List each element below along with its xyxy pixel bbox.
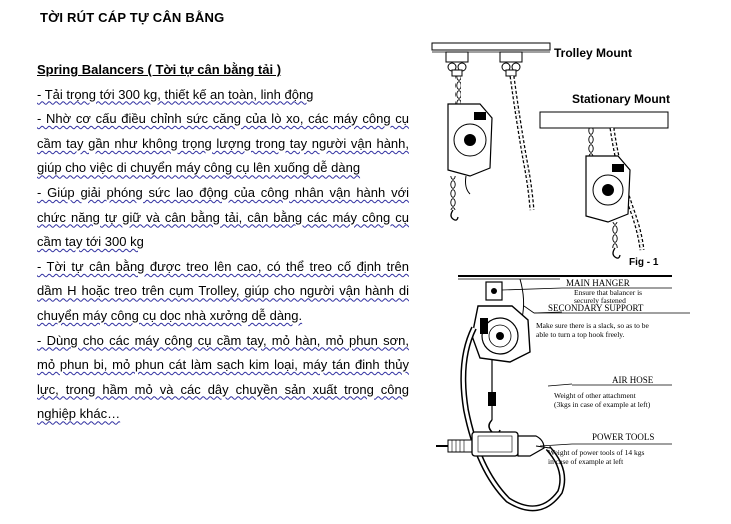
hook-icon	[613, 248, 620, 258]
callout-power-tools	[548, 432, 672, 466]
callout-note: in case of example at left	[548, 457, 624, 466]
stationary-beam	[540, 112, 668, 128]
figure-2	[436, 276, 690, 508]
callout-secondary-support	[534, 303, 690, 339]
callout-title: SECONDARY SUPPORT	[548, 303, 644, 313]
balancer-drum	[472, 306, 530, 362]
trolley-left	[446, 52, 468, 76]
paragraph-labor-relief: - Giúp giải phóng sức lao động của công nhân vận hành với chức năng tự giữ và cân bằng tải, cân bằng các máy công cụ cầm tay tới 300 kg	[37, 184, 409, 250]
chain	[612, 222, 618, 248]
paragraph-load-capacity: - Tải trọng tới 300 kg, thiết kế an toàn, linh động	[37, 86, 314, 102]
power-tool	[436, 432, 550, 456]
callout-main-hanger	[562, 278, 672, 305]
callout-note: Ensure that balancer is	[574, 288, 643, 297]
secondary-support-wire	[520, 279, 524, 318]
callout-note: securely fastened	[574, 296, 626, 305]
callout-title: POWER TOOLS	[592, 432, 655, 442]
hook-icon	[451, 210, 458, 220]
callout-note: Weight of power tools of 14 kgs	[548, 448, 645, 457]
paragraph-applications: - Dùng cho các máy công cụ cầm tay, mỏ hàn, mỏ phun sơn, mỏ phun bi, mỏ phun cát làm sạch kim loại, máy tán đinh thủy lực, trong hầm mỏ và các dây chuyền sản xuất trong công nghiệp khác…	[37, 332, 409, 422]
trolley-right	[500, 52, 522, 76]
figure-1	[432, 43, 670, 268]
callout-note: Weight of other attachment	[554, 391, 636, 400]
paragraph-spring-tension: - Nhờ cơ cấu điều chỉnh sức căng của lò xo, các máy công cụ cầm tay gần như không trọng lượng trong tay người vận hành, giúp cho việc di chuyển máy công cụ lên xuống dễ dàng	[37, 111, 409, 176]
page-title: TỜI RÚT CÁP TỰ CÂN BẰNG	[40, 10, 225, 25]
chain	[455, 76, 461, 106]
callout-note: able to turn a top hook freely.	[536, 330, 625, 339]
stationary-mount-label: Stationary Mount	[572, 92, 670, 106]
chain	[450, 176, 456, 210]
chain	[588, 128, 594, 156]
callout-title: MAIN HANGER	[566, 278, 630, 288]
callout-note: (3kgs in case of example at left)	[554, 400, 651, 409]
callout-title: AIR HOSE	[612, 375, 654, 385]
figure-label: Fig - 1	[629, 257, 659, 268]
paragraph-mounting: - Tời tự cân bằng được treo lên cao, có thể treo cố định trên dầm H hoặc treo trên cụm Trolley, giúp cho người vận hành di chuyển máy công cụ dọc nhà xưởng dễ dàng.	[37, 258, 409, 323]
balancer-stationary	[586, 156, 630, 222]
callout-note: Make sure there is a slack, so as to be	[536, 321, 649, 330]
trolley-rail	[432, 43, 550, 52]
cable-stopper	[488, 392, 496, 406]
callout-air-hose	[554, 375, 672, 409]
section-heading: Spring Balancers ( Tời tự cân bằng tải )	[37, 62, 282, 77]
trolley-mount-label: Trolley Mount	[554, 46, 632, 60]
